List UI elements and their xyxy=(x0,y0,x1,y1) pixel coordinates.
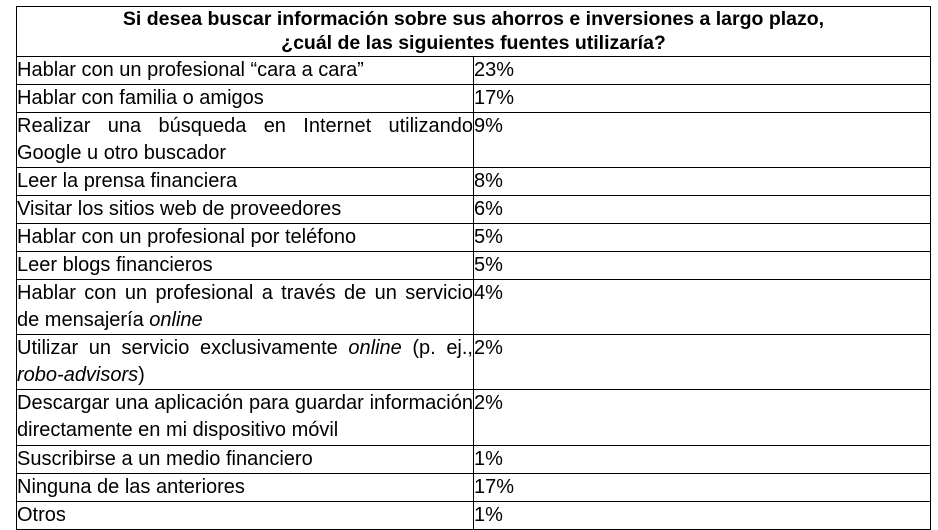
table-row xyxy=(17,390,931,446)
answer-percentage: 2% xyxy=(474,390,931,446)
answer-percentage: 6% xyxy=(474,196,931,224)
answer-percentage: 5% xyxy=(474,252,931,280)
answer-text: Suscribirse a un medio financiero xyxy=(17,448,313,470)
answers-body xyxy=(17,57,931,530)
table-row xyxy=(17,474,931,502)
answer-option xyxy=(17,390,474,446)
table-row xyxy=(17,252,931,280)
answer-text: Hablar con un profesional “cara a cara” xyxy=(17,59,364,81)
answer-text: Hablar con un profesional a través de un servicio de mensajería xyxy=(17,282,473,331)
answer-percentage: 4% xyxy=(474,280,931,335)
answer-option xyxy=(17,474,474,502)
answer-percentage: 9% xyxy=(474,113,931,168)
table-row xyxy=(17,57,931,85)
answer-percentage: 2% xyxy=(474,335,931,390)
answer-text: Descargar una aplicación para guardar información directamente en mi dispositivo móvil xyxy=(17,392,473,441)
table-row xyxy=(17,224,931,252)
answer-text: (p. ej., xyxy=(401,337,473,359)
answer-text-italic: online xyxy=(149,309,203,331)
answer-percentage: 8% xyxy=(474,168,931,196)
table-row xyxy=(17,113,931,168)
table-row xyxy=(17,502,931,530)
table-row xyxy=(17,335,931,390)
table-row xyxy=(17,168,931,196)
answer-text-italic: online xyxy=(348,337,402,359)
answer-option xyxy=(17,252,474,280)
survey-table xyxy=(16,6,931,530)
question-header xyxy=(17,7,931,57)
table-row xyxy=(17,85,931,113)
answer-option xyxy=(17,113,474,168)
answer-text: Utilizar un servicio exclusivamente xyxy=(17,337,349,359)
answer-option xyxy=(17,196,474,224)
answer-option xyxy=(17,446,474,474)
answer-percentage: 17% xyxy=(474,474,931,502)
question-header-row xyxy=(17,7,931,57)
answer-option xyxy=(17,85,474,113)
answer-text: Hablar con un profesional por teléfono xyxy=(17,226,357,248)
answer-option xyxy=(17,168,474,196)
answer-option xyxy=(17,502,474,530)
answer-option xyxy=(17,57,474,85)
answer-text: Leer la prensa financiera xyxy=(17,170,238,192)
answer-percentage: 17% xyxy=(474,85,931,113)
question-line-2: ¿cuál de las siguientes fuentes utilizaría? xyxy=(281,32,666,54)
answer-option xyxy=(17,280,474,335)
table-row xyxy=(17,280,931,335)
answer-text: Hablar con familia o amigos xyxy=(17,87,264,109)
answer-percentage: 1% xyxy=(474,502,931,530)
answer-text: Otros xyxy=(17,504,66,526)
table-row xyxy=(17,446,931,474)
answer-text-italic: robo-advisors xyxy=(17,364,139,386)
answer-option xyxy=(17,335,474,390)
answer-text: Realizar una búsqueda en Internet utilizando Google u otro buscador xyxy=(17,115,473,164)
answer-text: ) xyxy=(138,364,145,386)
table-row xyxy=(17,196,931,224)
answer-text: Visitar los sitios web de proveedores xyxy=(17,198,342,220)
question-line-1: Si desea buscar información sobre sus ahorros e inversiones a largo plazo, xyxy=(122,8,825,30)
answer-percentage: 1% xyxy=(474,446,931,474)
answer-percentage: 5% xyxy=(474,224,931,252)
answer-option xyxy=(17,224,474,252)
answer-text: Ninguna de las anteriores xyxy=(17,476,245,498)
answer-percentage: 23% xyxy=(474,57,931,85)
answer-text: Leer blogs financieros xyxy=(17,254,213,276)
